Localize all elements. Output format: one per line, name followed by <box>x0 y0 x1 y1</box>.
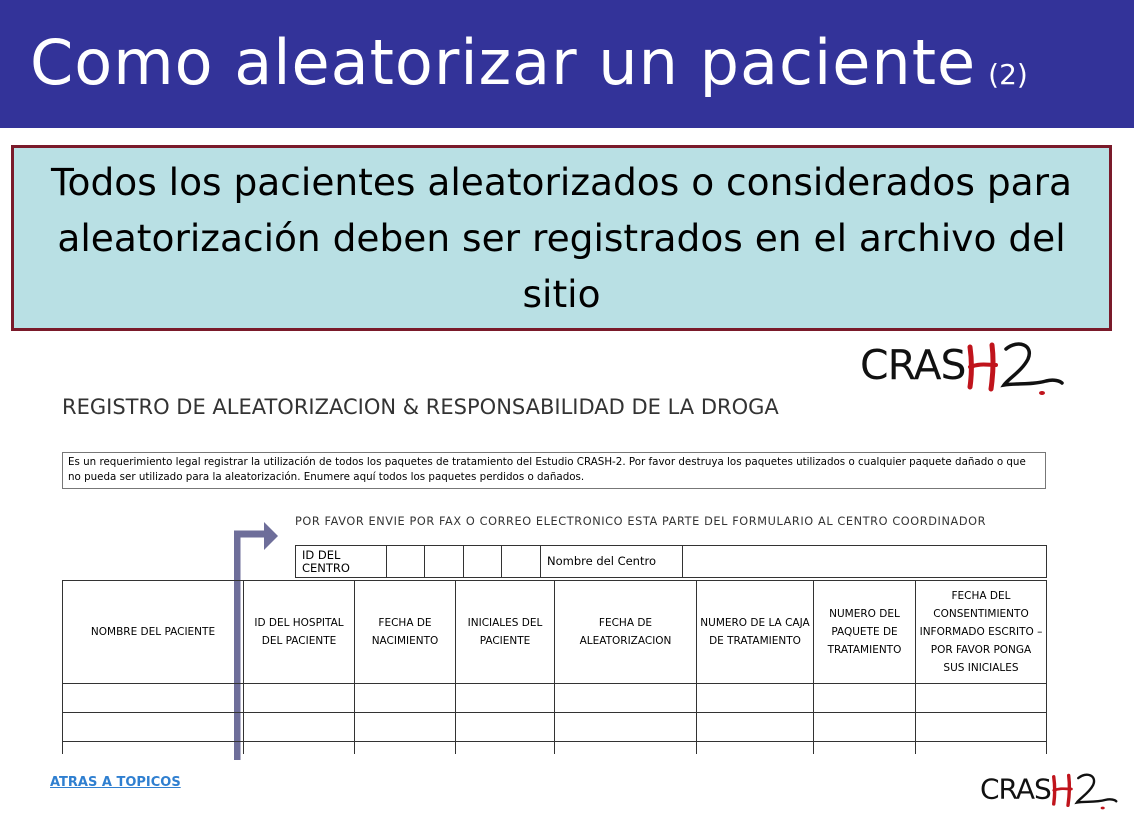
table-row <box>63 713 1047 742</box>
column-header: NOMBRE DEL PACIENTE <box>63 581 244 684</box>
column-header: FECHA DEL CONSENTIMIENTO INFORMADO ESCRITO – POR FAVOR PONGA SUS INICIALES <box>916 581 1047 684</box>
center-id-cell[interactable] <box>387 546 425 578</box>
notice-box <box>11 145 1112 331</box>
form-title: REGISTRO DE ALEATORIZACION & RESPONSABILIDAD DE LA DROGA <box>62 395 779 419</box>
table-cell[interactable] <box>355 742 456 755</box>
title-bar <box>0 0 1134 128</box>
table-cell[interactable] <box>814 713 916 742</box>
back-to-topics-link[interactable]: ATRAS A TOPICOS <box>50 775 181 790</box>
table-cell[interactable] <box>355 713 456 742</box>
center-info-table <box>295 545 1047 578</box>
center-id-cell[interactable] <box>425 546 464 578</box>
crash2-logo-top <box>860 335 1066 395</box>
table-cell[interactable] <box>916 713 1047 742</box>
table-cell[interactable] <box>814 742 916 755</box>
table-cell[interactable] <box>916 742 1047 755</box>
logo-wordmark: CRAS <box>860 341 966 389</box>
column-header: FECHA DE ALEATORIZACION <box>555 581 697 684</box>
table-cell[interactable] <box>456 713 555 742</box>
table-cell[interactable] <box>456 742 555 755</box>
table-cell[interactable] <box>814 684 916 713</box>
table-cell[interactable] <box>244 742 355 755</box>
column-header: FECHA DE NACIMIENTO <box>355 581 456 684</box>
randomisation-table <box>62 580 1047 754</box>
slide-title-suffix: (2) <box>988 58 1028 91</box>
center-id-cell[interactable] <box>464 546 502 578</box>
logo-wordmark: CRAS <box>980 772 1051 806</box>
table-cell[interactable] <box>697 684 814 713</box>
column-header: INICIALES DEL PACIENTE <box>456 581 555 684</box>
send-instructions: POR FAVOR ENVIE POR FAX O CORREO ELECTRONICO ESTA PARTE DEL FORMULARIO AL CENTRO COORDINADOR <box>295 515 987 528</box>
center-name-label: Nombre del Centro <box>541 546 683 578</box>
table-cell[interactable] <box>355 684 456 713</box>
center-id-label: ID DEL CENTRO <box>296 546 387 578</box>
table-cell[interactable] <box>244 684 355 713</box>
table-header-row <box>63 581 1047 684</box>
logo-h2-glyph <box>1051 768 1119 810</box>
table-cell[interactable] <box>555 684 697 713</box>
table-cell[interactable] <box>244 713 355 742</box>
column-header: NUMERO DE LA CAJA DE TRATAMIENTO <box>697 581 814 684</box>
table-cell[interactable] <box>697 742 814 755</box>
slide-title <box>30 26 1028 99</box>
crash2-logo-bottom <box>980 768 1119 810</box>
legal-note-box: Es un requerimiento legal registrar la utilización de todos los paquetes de tratamiento del Estudio CRASH-2. Por favor destruya los paquetes utilizados o cualquier paquete dañado o que no pueda ser utilizado para la aleatorización. Enumere aquí todos los paquetes perdidos o dañados. <box>62 452 1046 489</box>
table-cell[interactable] <box>916 684 1047 713</box>
table-row <box>63 742 1047 755</box>
table-cell[interactable] <box>63 684 244 713</box>
table-cell[interactable] <box>555 713 697 742</box>
table-row <box>63 684 1047 713</box>
table-cell[interactable] <box>456 684 555 713</box>
center-name-field[interactable] <box>683 546 1047 578</box>
table-cell[interactable] <box>63 713 244 742</box>
column-header: ID DEL HOSPITAL DEL PACIENTE <box>244 581 355 684</box>
column-header: NUMERO DEL PAQUETE DE TRATAMIENTO <box>814 581 916 684</box>
table-cell[interactable] <box>555 742 697 755</box>
table-cell[interactable] <box>697 713 814 742</box>
logo-h2-glyph <box>966 335 1066 395</box>
table-cell[interactable] <box>63 742 244 755</box>
slide-title-text: Como aleatorizar un paciente <box>30 26 977 99</box>
notice-text: Todos los pacientes aleatorizados o considerados para aleatorización deben ser registrados en el archivo del sitio <box>51 160 1072 316</box>
center-id-cell[interactable] <box>502 546 541 578</box>
